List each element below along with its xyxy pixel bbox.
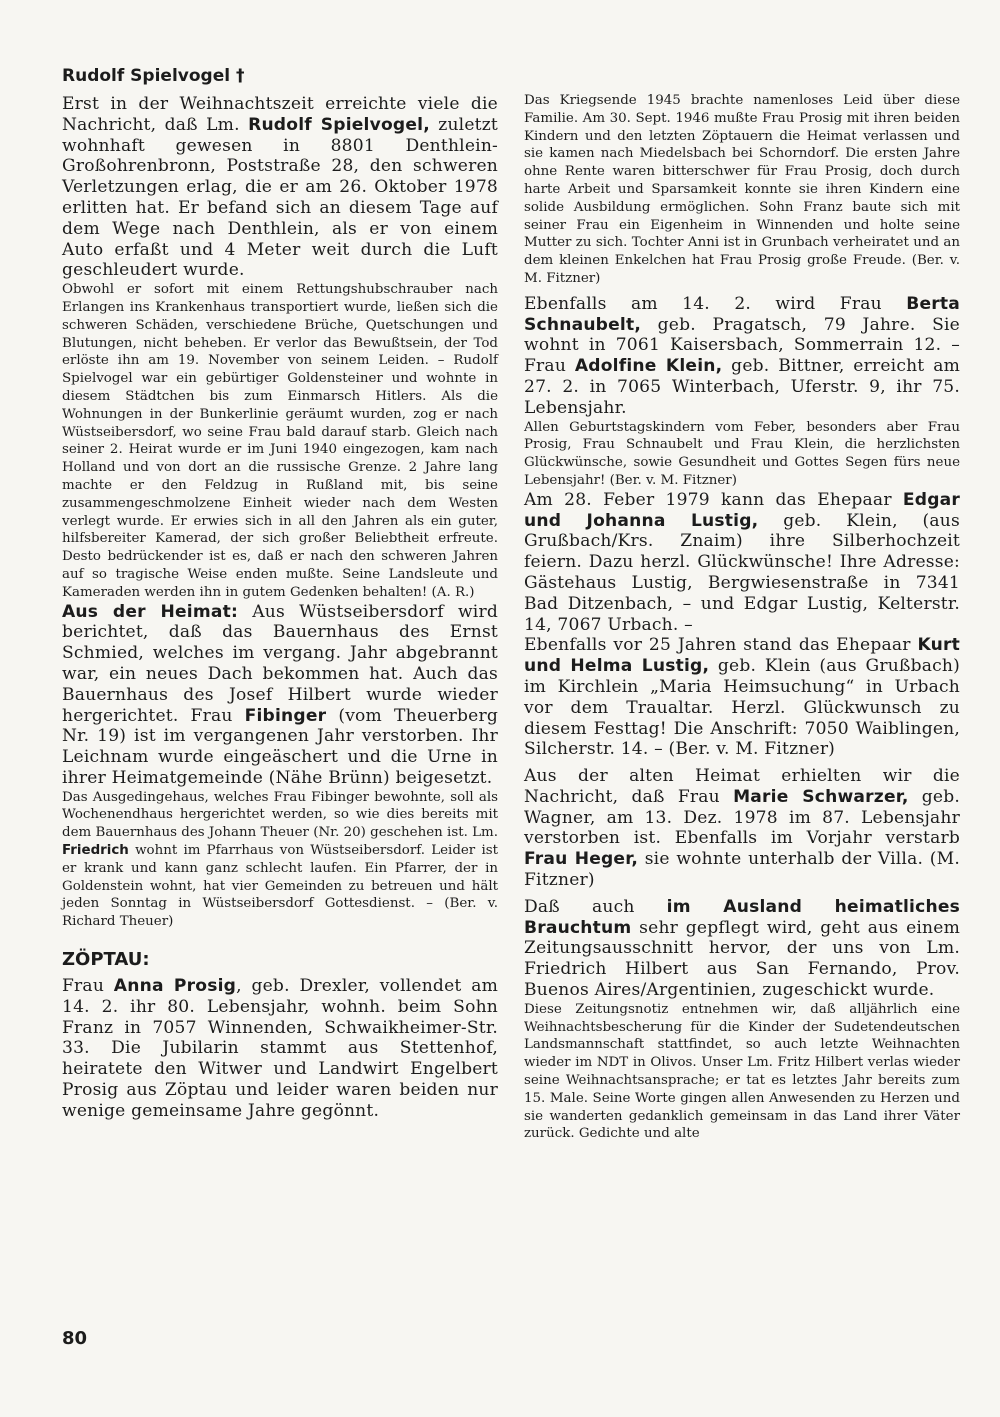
congratulations-paragraph: Allen Geburtstagskindern vom Feber, besonders aber Frau Prosig, Frau Schnaubelt und Frau Klein, die herzlichsten Glückwünsche, sowie Gesundheit und Gottes Segen fürs neue Lebensjahr! (Ber. v. M. Fitzner): [524, 419, 960, 488]
right-column: [524, 92, 960, 1143]
obituary-paragraph: Erst in der Weihnachtszeit erreichte viele die Nachricht, daß Lm. Rudolf Spielvogel, zuletzt wohnhaft gewesen in 8801 Denthlein-Großohrenbronn, Poststraße 28, den schweren Verletzungen erlag, die er am 26. Oktober 1978 erlitten hat. Er befand sich an diesem Tage auf dem Wege nach Denthlein, als er von einem Auto erfaßt und 4 Meter weit durch die Luft geschleudert wurde.: [62, 94, 498, 281]
second-wedding-paragraph: Ebenfalls vor 25 Jahren stand das Ehepaar Kurt und Helma Lustig, geb. Klein (aus Grußbach) im Kirchlein „Maria Heimsuchung“ in Urbach vor dem Traualtar. Herzl. Glückwunsch zu diesem Festtag! Die Anschrift: 7050 Waiblingen, Silcherstr. 14. – (Ber. v. M. Fitzner): [524, 635, 960, 760]
obituary-details-paragraph: Obwohl er sofort mit einem Rettungshubschrauber nach Erlangen ins Krankenhaus transportiert wurde, ließen sich die schweren Schäden, verschiedene Brüche, Quetschungen und Blutungen, nicht beheben. Er verlor das Bewußtsein, der Tod erlöste ihn am 19. November von seinem Leiden. – Rudolf Spielvogel war ein gebürtiger Goldensteiner und wohnte in diesem Städtchen bis zum Einmarsch Hitlers. Als die Wohnungen in der Bunkerlinie geräumt wurden, zog er nach Wüstseibersdorf, wo seine Frau bald darauf starb. Gleich nach seiner 2. Heirat wurde er im Juni 1940 eingezogen, kam nach Holland und von dort an die russische Grenze. 2 Jahre lang machte er den Feldzug in Rußland mit, bis seine zusammengeschmolzene Einheit wieder nach dem Westen verlegt wurde. Er erwies sich in all den Jahren als ein guter, hilfsbereiter Kamerad, der sich großer Beliebtheit erfreute. Desto bedrückender ist es, daß er nach den schweren Jahren auf so tragische Weise enden mußte. Seine Landsleute und Kameraden werden ihn in gutem Gedenken behalten! (A. R.): [62, 282, 498, 600]
heimat-paragraph: Aus der Heimat: Aus Wüstseibersdorf wird berichtet, daß das Bauernhaus des Ernst Schmied, welches im vergang. Jahr abgebrannt war, ein neues Dach bekommen hat. Auch das Bauernhaus des Josef Hilbert wurde wieder hergerichtet. Frau Fibinger (vom Theuerberg Nr. 19) ist im vergangenen Jahr verstorben. Ihr Leichnam wurde eingeäschert und die Urne in ihrer Heimatgemeinde (Nähe Brünn) beigesetzt.: [62, 601, 499, 788]
ausgedingehaus-paragraph: Das Ausgedingehaus, welches Frau Fibinger bewohnte, soll als Wochenendhaus hergerichtet werden, so wie dies bereits mit dem Bauernhaus des Johann Theuer (Nr. 20) geschehen ist. Lm. Friedrich wohnt im Pfarrhaus von Wüstseibersdorf. Leider ist er krank und kann ganz schlecht laufen. Ein Pfarrer, der in Goldenstein wohnt, hat vier Gemeinden zu betreuen und hält jeden Sonntag in Wüstseibersdorf Gottesdienst. – (Ber. v. Richard Theuer): [62, 789, 498, 930]
left-column: [62, 62, 498, 1122]
prosig-history-paragraph: Das Kriegsende 1945 brachte namenloses Leid über diese Familie. Am 30. Sept. 1946 mußte Frau Prosig mit ihren beiden Kindern und den letzten Zöptauern die Heimat verlassen und sie kamen nach Miedelsbach bei Schorndorf. Die ersten Jahre ohne Rente waren bitterschwer für Frau Prosig, doch durch harte Arbeit und Sparsamkeit konnte sie ihren Kindern eine solide Ausbildung ermöglichen. Sohn Franz baute sich mit seiner Frau ein Eigenheim in Winnenden und holte seine Mutter zu sich. Tochter Anni ist in Grunbach verheiratet und an dem kleinen Enkelchen hat Frau Prosig große Freude. (Ber. v. M. Fitzner): [524, 93, 960, 286]
zoptau-heading: ZÖPTAU:: [62, 949, 150, 971]
obituary-heading: Rudolf Spielvogel †: [62, 66, 245, 86]
prosig-birthday-paragraph: Frau Anna Prosig, geb. Drexler, vollendet am 14. 2. ihr 80. Lebensjahr, wohnh. beim Sohn Franz in 7057 Winnenden, Schwaikheimer-Str. 33. Die Jubilarin stammt aus Stettenhof, heiratete den Witwer und Landwirt Engelbert Prosig aus Zöptau und leider waren beiden nur wenige gemeinsame Jahre gegönnt.: [62, 976, 498, 1121]
newspaper-note-paragraph: Diese Zeitungsnotiz entnehmen wir, daß alljährlich eine Weihnachtsbescherung für die Kinder der Sudetendeutschen Landsmannschaft stattfindet, so auch letzte Weihnachten wieder im NDT in Olivos. Unser Lm. Fritz Hilbert verlas wieder seine Weihnachtsansprache; er tat es letztes Jahr bereits zum 15. Male. Seine Worte gingen allen Anwesenden zu Herzen und sie wanderten gedanklich gemeinsam in das Land ihrer Väter zurück. Gedichte und alte: [524, 1001, 960, 1142]
page-number: 80: [62, 1328, 88, 1349]
birthdays-paragraph: Ebenfalls am 14. 2. wird Frau Berta Schnaubelt, geb. Pragatsch, 79 Jahre. Sie wohnt in 7061 Kaisersbach, Sommerrain 12. – Frau Adolfine Klein, geb. Bittner, erreicht am 27. 2. in 7065 Winterbach, Uferstr. 9, ihr 75. Lebensjahr.: [524, 293, 960, 418]
silver-wedding-paragraph: Am 28. Feber 1979 kann das Ehepaar Edgar und Johanna Lustig, geb. Klein, (aus Grußbach/Krs. Znaim) ihre Silberhochzeit feiern. Dazu herzl. Glückwünsche! Ihre Adresse: Gästehaus Lustig, Bergwiesenstraße in 7341 Bad Ditzenbach, – und Edgar Lustig, Kelterstr. 14, 7067 Urbach. –: [524, 489, 960, 635]
deaths-paragraph: Aus der alten Heimat erhielten wir die Nachricht, daß Frau Marie Schwarzer, geb. Wagner, am 13. Dez. 1978 im 87. Lebensjahr verstorben ist. Ebenfalls im Vorjahr verstarb Frau Heger, sie wohnte unterhalb der Villa. (M. Fitzner): [524, 766, 961, 891]
abroad-paragraph: Daß auch im Ausland heimatliches Brauchtum sehr gepflegt wird, geht aus einem Zeitungsausschnitt hervor, der uns von Lm. Friedrich Hilbert aus San Fernando, Prov. Buenos Aires/Argentinien, zugeschickt wurde.: [524, 896, 960, 1001]
